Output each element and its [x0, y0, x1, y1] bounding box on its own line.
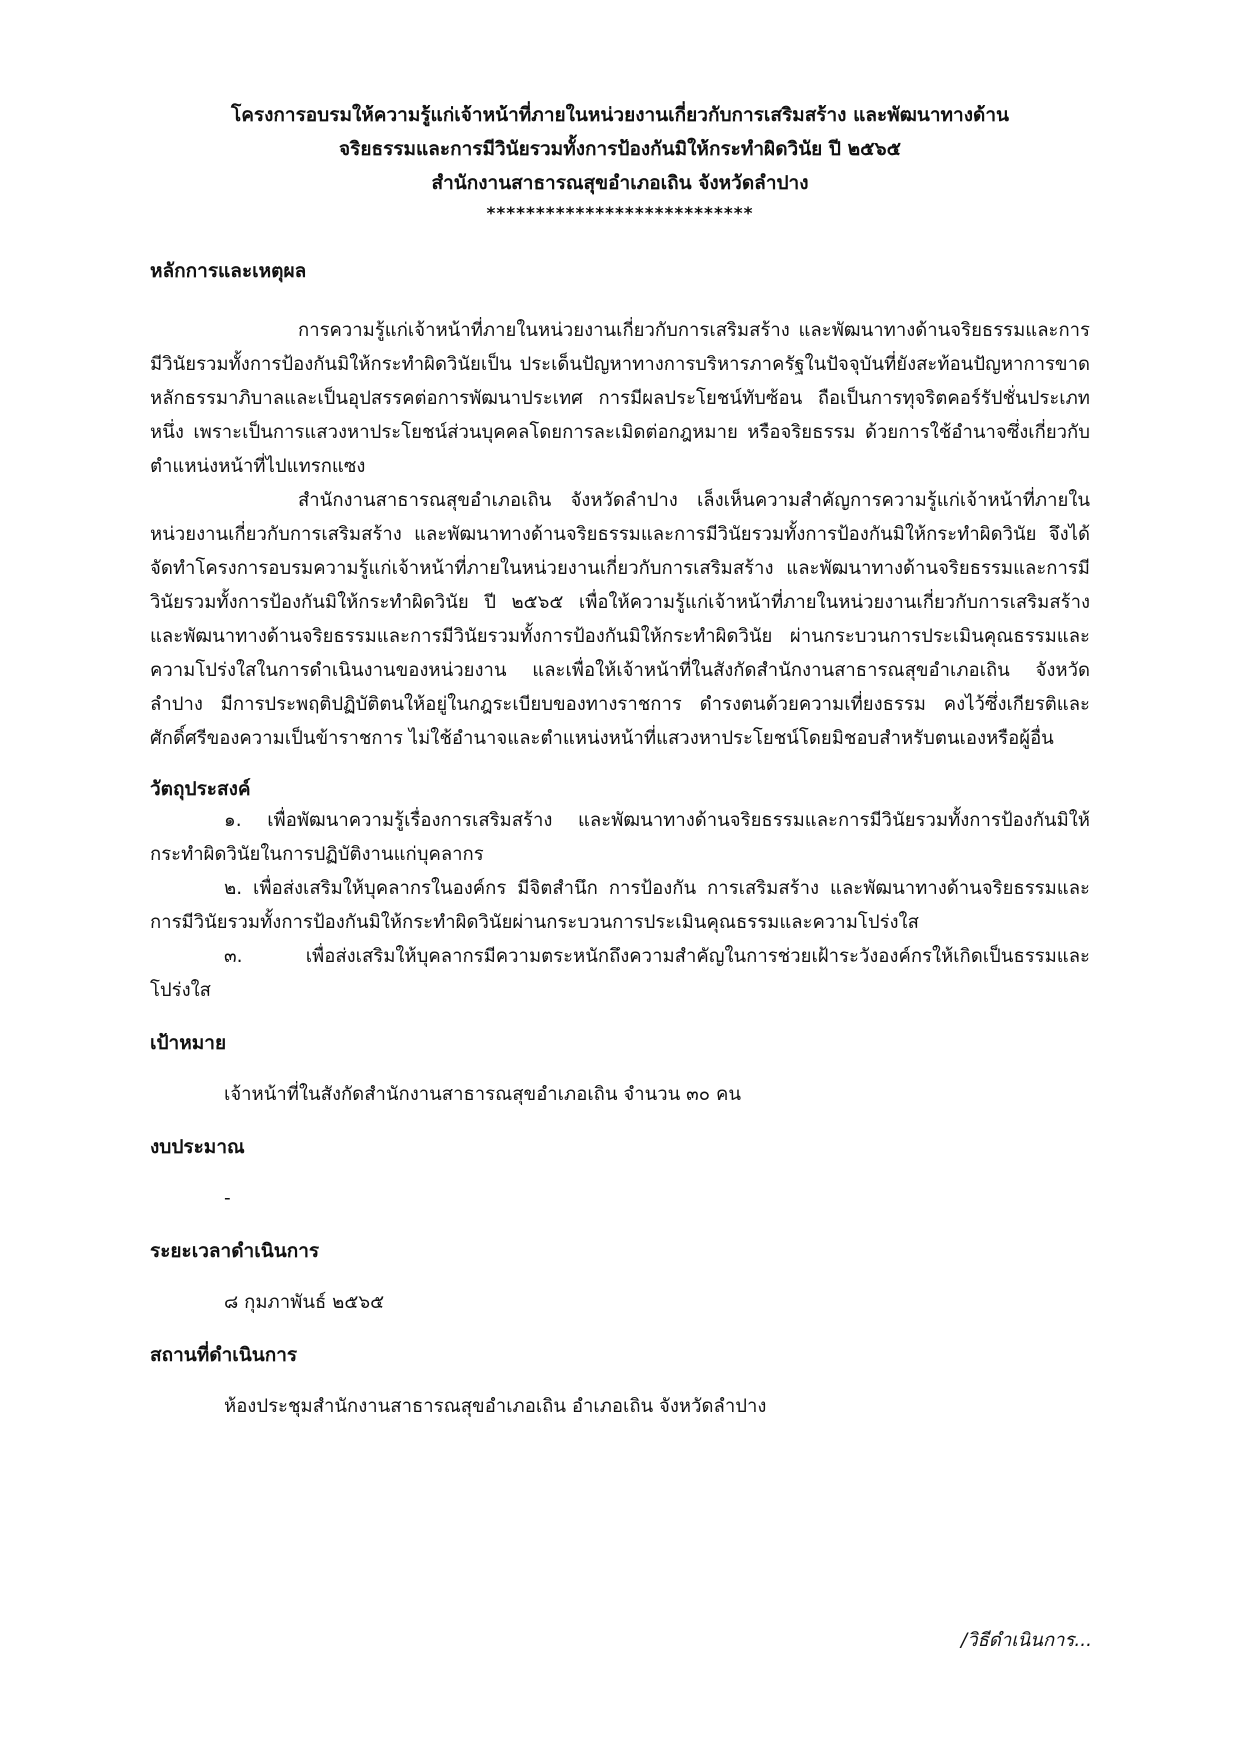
document-title	[150, 98, 1090, 226]
section-principle	[150, 256, 1090, 756]
budget-heading: งบประมาณ	[150, 1136, 245, 1158]
section-budget	[150, 1132, 1090, 1216]
objective-item-3: ๓. เพื่อส่งเสริมให้บุคลากรมีความตระหนักถึงความสำคัญในการช่วยเฝ้าระวังองค์กรให้เกิดเป็นธรรมและโปร่งใส	[150, 946, 1090, 1001]
duration-heading: ระยะเวลาดำเนินการ	[150, 1240, 320, 1262]
target-text: เจ้าหน้าที่ในสังกัดสำนักงานสาธารณสุขอำเภอเถิน จำนวน ๓๐ คน	[224, 1084, 741, 1105]
title-separator: ***************************	[486, 204, 754, 224]
title-line-2: จริยธรรมและการมีวินัยรวมทั้งการป้องกันมิให้กระทำผิดวินัย ปี ๒๕๖๕	[339, 138, 901, 160]
objectives-heading: วัตถุประสงค์	[150, 778, 251, 800]
objective-item-1: ๑. เพื่อพัฒนาความรู้เรื่องการเสริมสร้าง และพัฒนาทางด้านจริยธรรมและการมีวินัยรวมทั้งการป้องกันมิให้กระทำผิดวินัยในการปฏิบัติงานแก่บุคลากร	[150, 810, 1090, 865]
section-objectives	[150, 774, 1090, 1008]
section-duration	[150, 1236, 1090, 1320]
objective-item-2: ๒. เพื่อส่งเสริมให้บุคลากรในองค์กร มีจิตสำนึก การป้องกัน การเสริมสร้าง และพัฒนาทางด้านจริยธรรมและการมีวินัยรวมทั้งการป้องกันมิให้กระทำผิดวินัยผ่านกระบวนการประเมินคุณธรรมและความโปร่งใส	[150, 878, 1090, 933]
venue-text: ห้องประชุมสำนักงานสาธารณสุขอำเภอเถิน อำเภอเถิน จังหวัดลำปาง	[224, 1396, 767, 1417]
continuation-note: /วิธีดำเนินการ...	[960, 1630, 1092, 1651]
venue-heading: สถานที่ดำเนินการ	[150, 1344, 298, 1366]
duration-text: ๘ กุมภาพันธ์ ๒๕๖๕	[224, 1292, 385, 1313]
target-heading: เป้าหมาย	[150, 1032, 227, 1054]
title-line-1: โครงการอบรมให้ความรู้แก่เจ้าหน้าที่ภายในหน่วยงานเกี่ยวกับการเสริมสร้าง และพัฒนาทางด้าน	[231, 104, 1009, 126]
title-line-3: สำนักงานสาธารณสุขอำเภอเถิน จังหวัดลำปาง	[431, 172, 809, 194]
principle-paragraph-1: การความรู้แก่เจ้าหน้าที่ภายในหน่วยงานเกี่ยวกับการเสริมสร้าง และพัฒนาทางด้านจริยธรรมและการมีวินัยรวมทั้งการป้องกันมิให้กระทำผิดวินัยเป็น ประเด็นปัญหาทางการบริหารภาครัฐในปัจจุบันที่ยังสะท้อนปัญหาการขาดหลักธรรมาภิบาลและเป็นอุปสรรคต่อการพัฒนาประเทศ การมีผลประโยชน์ทับซ้อน ถือเป็นการทุจริตคอร์รัปชั่นประเภทหนึ่ง เพราะเป็นการแสวงหาประโยชน์ส่วนบุคคลโดยการละเมิดต่อกฎหมาย หรือจริยธรรม ด้วยการใช้อำนาจซึ่งเกี่ยวกับตำแหน่งหน้าที่ไปแทรกแซง	[150, 320, 1090, 477]
section-target	[150, 1028, 1090, 1112]
budget-text: -	[224, 1188, 231, 1209]
principle-paragraph-2: สำนักงานสาธารณสุขอำเภอเถิน จังหวัดลำปาง เล็งเห็นความสำคัญการความรู้แก่เจ้าหน้าที่ภายในหน่วยงานเกี่ยวกับการเสริมสร้าง และพัฒนาทางด้านจริยธรรมและการมีวินัยรวมทั้งการป้องกันมิให้กระทำผิดวินัย จึงได้จัดทำโครงการอบรมความรู้แก่เจ้าหน้าที่ภายในหน่วยงานเกี่ยวกับการเสริมสร้าง และพัฒนาทางด้านจริยธรรมและการมีวินัยรวมทั้งการป้องกันมิให้กระทำผิดวินัย ปี ๒๕๖๕ เพื่อให้ความรู้แก่เจ้าหน้าที่ภายในหน่วยงานเกี่ยวกับการเสริมสร้าง และพัฒนาทางด้านจริยธรรมและการมีวินัยรวมทั้งการป้องกันมิให้กระทำผิดวินัย ผ่านกระบวนการประเมินคุณธรรมและความโปร่งใสในการดำเนินงานของหน่วยงาน และเพื่อให้เจ้าหน้าที่ในสังกัดสำนักงานสาธารณสุขอำเภอเถิน จังหวัดลำปาง มีการประพฤติปฏิบัติตนให้อยู่ในกฎระเบียบของทางราชการ ดำรงตนด้วยความเที่ยงธรรม คงไว้ซึ่งเกียรติและศักดิ์ศรีของความเป็นข้าราชการ ไม่ใช้อำนาจและตำแหน่งหน้าที่แสวงหาประโยชน์โดยมิชอบสำหรับตนเองหรือผู้อื่น	[150, 490, 1090, 749]
section-venue	[150, 1340, 1090, 1424]
principle-heading: หลักการและเหตุผล	[150, 260, 307, 282]
